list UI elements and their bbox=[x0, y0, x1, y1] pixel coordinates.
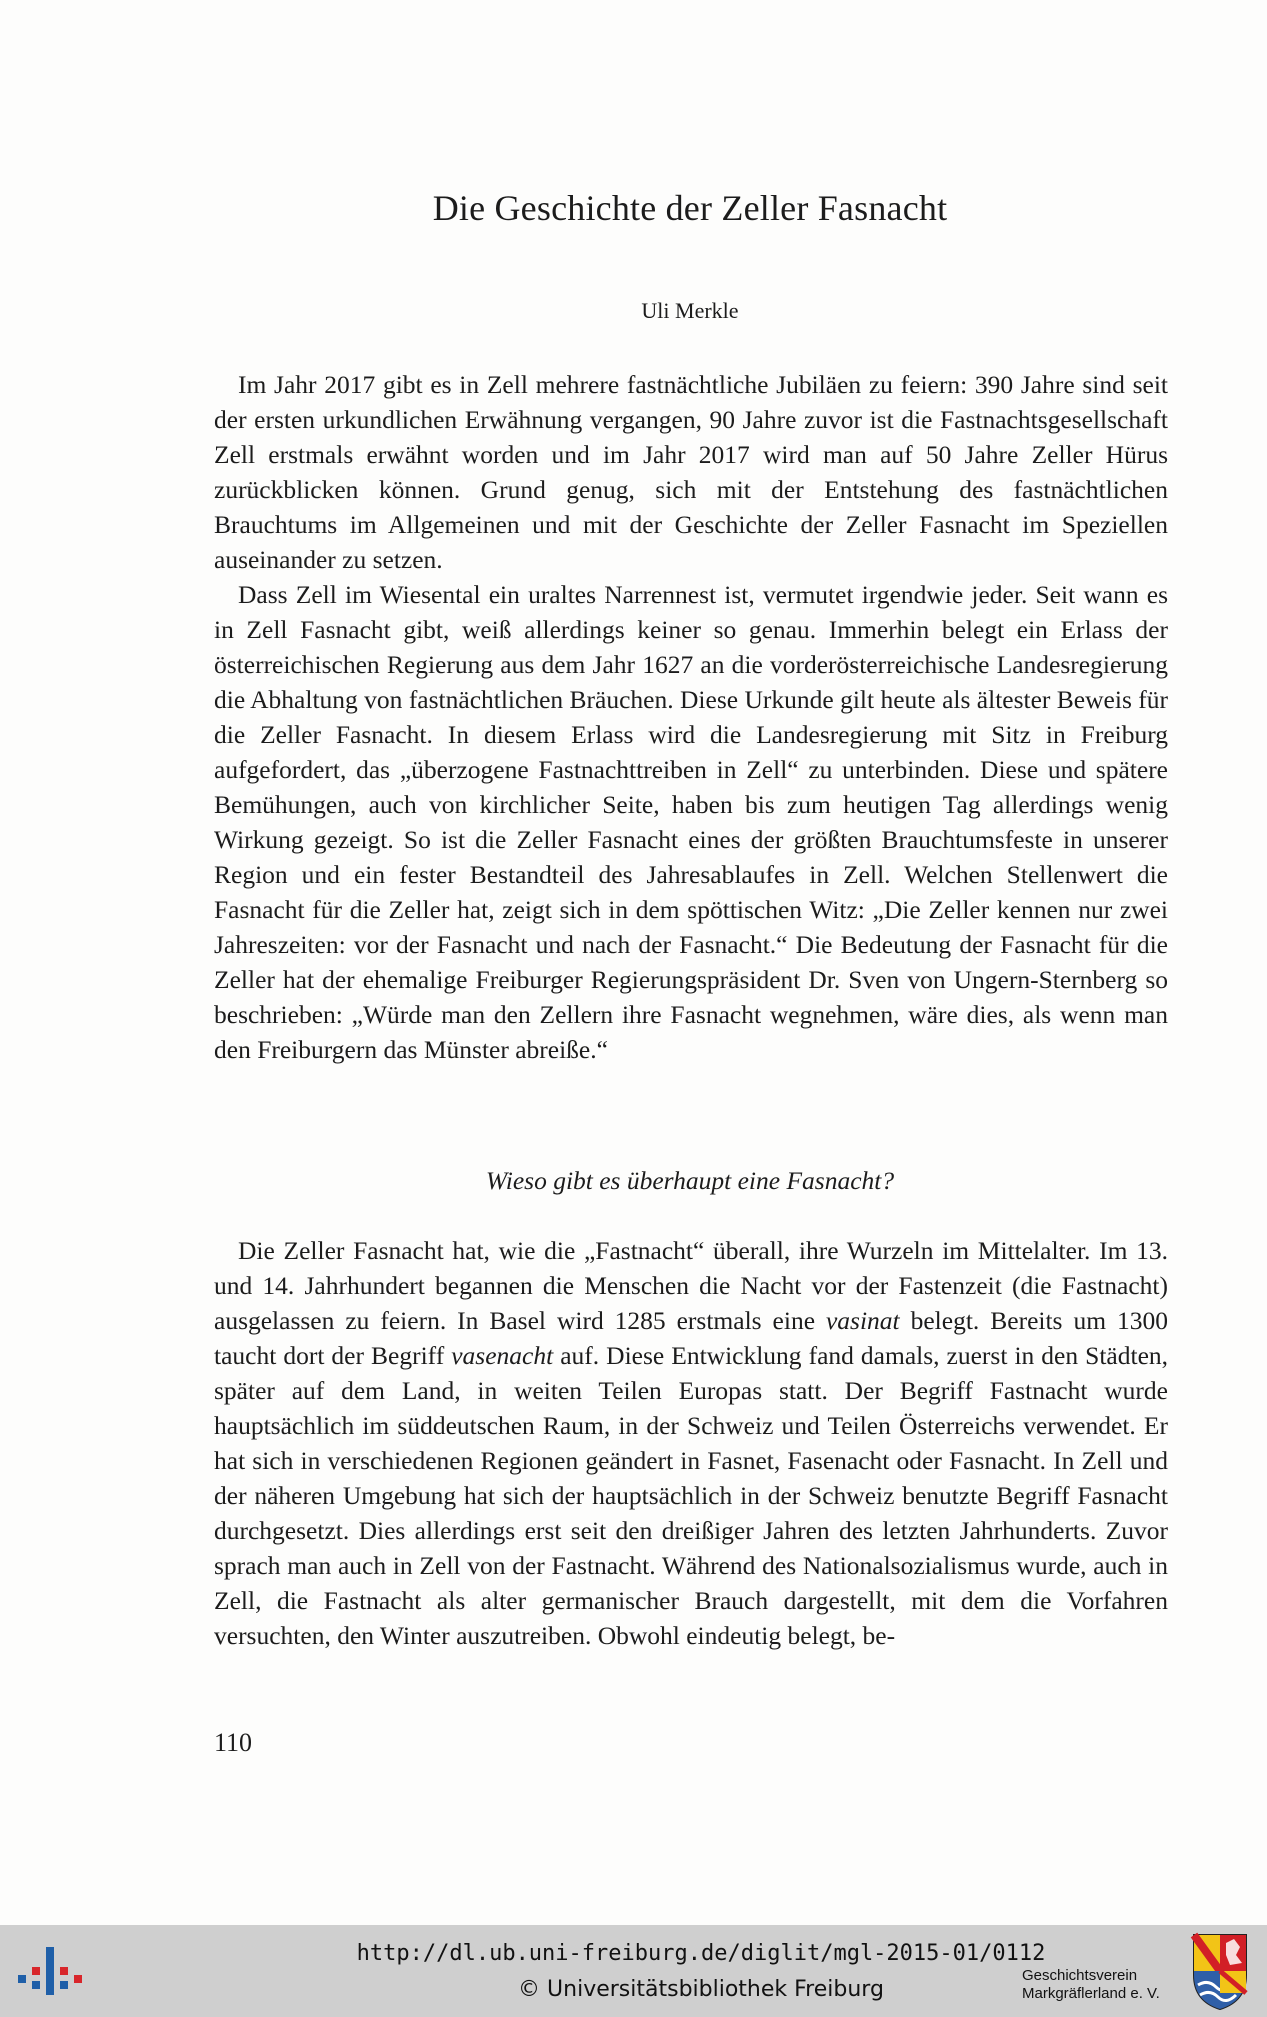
term-vasinat: vasinat bbox=[825, 1306, 900, 1335]
footer-bar bbox=[0, 1925, 1267, 2017]
page-number: 110 bbox=[214, 1728, 253, 1757]
paragraph-origins-text-1: Die Zeller Fasnacht hat, wie die „Fastnacht“ überall, ihre Wurzeln im Mittelalter. Im 13. und 14. Jahrhundert begannen die Menschen die Nacht vor der Fastenzeit (die Fastnacht) ausgelassen zu feiern. In Basel wird 1285 erstmals eine bbox=[214, 1236, 1168, 1335]
article-title: Die Geschichte der Zeller Fasnacht bbox=[432, 188, 948, 228]
paragraph-origins bbox=[214, 1233, 1168, 1653]
society-name-line-2: Markgräflerland e. V. bbox=[1022, 1985, 1160, 2002]
paragraph-history: Dass Zell im Wiesental ein uraltes Narrennest ist, vermutet irgendwie jeder. Seit wann es in Zell Fasnacht gibt, weiß allerdings keiner so genau. Immerhin belegt ein Erlass der österreichischen Regierung aus dem Jahr 1627 an die vorderösterreichische Landesregierung die Abhaltung von fastnächtlichen Bräuchen. Diese Urkunde gilt heute als ältester Beweis für die Zeller Fasnacht. In diesem Erlass wird die Landesregierung mit Sitz in Freiburg aufgefordert, das „überzogene Fastnachttreiben in Zell“ zu unterbinden. Diese und spätere Bemühungen, auch von kirchlicher Seite, haben bis zum heutigen Tag allerdings wenig Wirkung gezeigt. So ist die Zeller Fasnacht eines der größten Brauchtumsfeste in unserer Region und ein fester Bestandteil des Jahresablaufes in Zell. Welchen Stellenwert die Fasnacht für die Zeller hat, zeigt sich in dem spöttischen Witz: „Die Zeller kennen nur zwei Jahreszeiten: vor der Fasnacht und nach der Fasnacht.“ Die Bedeutung der Fasnacht für die Zeller hat der ehemalige Freiburger Regierungspräsident Dr. Sven von Ungern-Sternberg so beschrieben: „Würde man den Zellern ihre Fasnacht wegnehmen, wäre dies, als wenn man den Freiburgern das Münster abreiße.“ bbox=[214, 580, 1168, 1064]
section-heading: Wieso gibt es überhaupt eine Fasnacht? bbox=[485, 1166, 895, 1195]
paragraph-intro: Im Jahr 2017 gibt es in Zell mehrere fastnächtliche Jubiläen zu feiern: 390 Jahre sind seit der ersten urkundlichen Erwähnung vergangen, 90 Jahre zuvor ist die Fastnachtsgesellschaft Zell erstmals erwähnt worden und im Jahr 2017 wird man auf 50 Jahre Zeller Hürus zurückblicken können. Grund genug, sich mit der Entstehung des fastnächtlichen Brauchtums im Allgemeinen und mit der Geschichte der Zeller Fasnacht im Speziellen auseinander zu setzen. bbox=[214, 370, 1168, 574]
paragraph-origins-text-3: auf. Diese Entwicklung fand damals, zuerst in den Städten, später auf dem Land, in weiten Teilen Europas statt. Der Begriff Fastnacht wurde hauptsächlich im süddeutschen Raum, in der Schweiz und Teilen Österreichs verwendet. Er hat sich in verschiedenen Regionen geändert in Fasnet, Fasenacht oder Fasnacht. In Zell und der näheren Umgebung hat sich der hauptsächlich in der Schweiz benutzte Begriff Fasnacht durchgesetzt. Dies allerdings erst seit den dreißiger Jahren des letzten Jahrhunderts. Zuvor sprach man auch in Zell von der Fastnacht. Während des Nationalsozialismus wurde, auch in Zell, die Fastnacht als alter germanischer Brauch dargestellt, mit dem die Vorfahren versuchten, den Winter auszutreiben. Obwohl eindeutig belegt, be- bbox=[214, 1341, 1169, 1650]
society-name-line-1: Geschichtsverein bbox=[1022, 1967, 1138, 1984]
society-name bbox=[1022, 1967, 1160, 2003]
article-author: Uli Merkle bbox=[641, 298, 739, 323]
copyright-notice: © Universitätsbibliothek Freiburg bbox=[518, 1977, 884, 2002]
permalink-url[interactable]: http://dl.ub.uni-freiburg.de/diglit/mgl-2015-01/0112 bbox=[356, 1941, 1046, 1966]
coat-of-arms-icon bbox=[1190, 1931, 1250, 2013]
paragraph-origins-text-2: belegt. Bereits um 1300 taucht dort der Begriff bbox=[214, 1306, 1168, 1370]
term-vasenacht: vasenacht bbox=[451, 1341, 554, 1370]
